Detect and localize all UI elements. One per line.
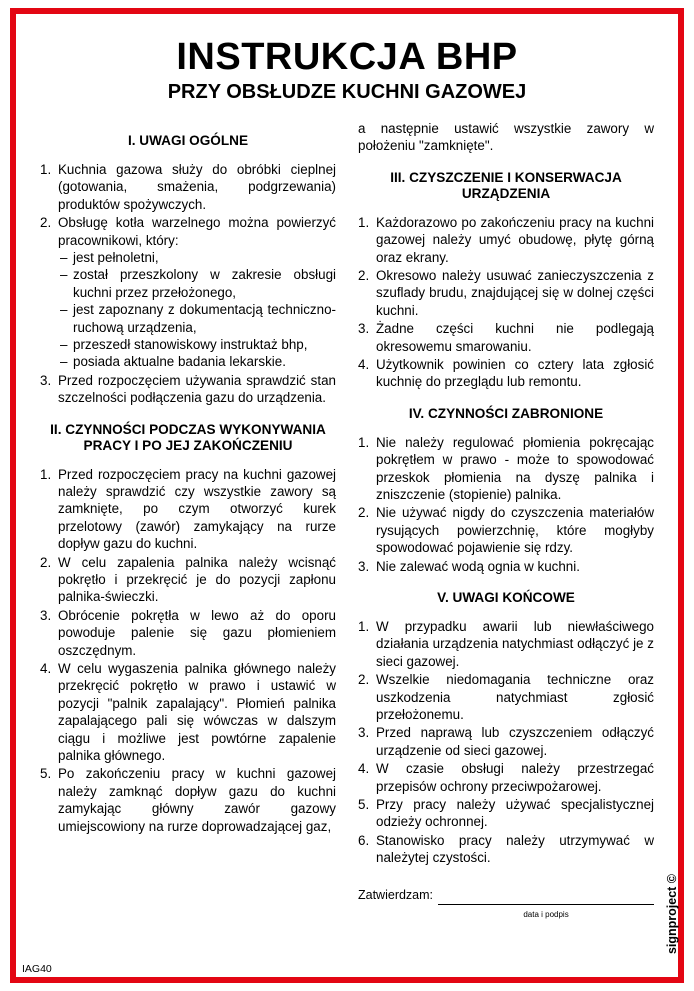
bullet-item: – posiada aktualne badania lekarskie. xyxy=(60,353,336,370)
list-item-text: Obsługę kotła warzelnego można powierzyć pracownikowi, który: xyxy=(58,215,336,248)
bullet-item: – jest pełnoletni, xyxy=(60,249,336,266)
bullet-item: – jest zapoznany z dokumentacją techniczno-ruchową urządzenia, xyxy=(60,301,336,336)
list-item xyxy=(358,267,654,319)
list-item xyxy=(40,466,336,553)
list-item-text: Przy pracy należy używać specjalistycznej odzieży ochronnej. xyxy=(376,797,654,830)
list-item xyxy=(40,214,336,371)
section-heading-2: II. CZYNNOŚCI PODCZAS WYKONYWANIA PRACY I PO JEJ ZAKOŃCZENIU xyxy=(50,421,326,453)
list-item-text: Nie używać nigdy do czyszczenia materiałów rysujących powierzchnię, które mogłyby spowodować pojawienie się rdzy. xyxy=(376,505,654,556)
list-item xyxy=(358,214,654,266)
list-item xyxy=(358,356,654,391)
list-item-text: Po zakończeniu pracy w kuchni gazowej należy zamknąć dopływ gazu do kuchni zamykając główny zawór gazowy umiejscowiony na rurze doprowadzającej gaz, xyxy=(58,766,336,834)
list-item-text: Stanowisko pracy należy utrzymywać w należytej czystości. xyxy=(376,832,654,866)
two-column-layout xyxy=(40,118,654,920)
section-heading-4: IV. CZYNNOŚCI ZABRONIONE xyxy=(408,405,604,421)
section-heading-1: I. UWAGI OGÓLNE xyxy=(127,132,249,148)
list-item-text: W celu zapalenia palnika należy wcisnąć pokrętło i przekręcić je do pozycji zapłonu palnika-świeczki. xyxy=(58,554,336,605)
section-heading-5: V. UWAGI KOŃCOWE xyxy=(437,590,575,606)
list-item-text: W czasie obsługi należy przestrzegać przepisów ochrony przeciwpożarowej. xyxy=(376,761,654,794)
brand-watermark: signproject © xyxy=(664,873,679,955)
list-item xyxy=(358,320,654,355)
bullet-item: – przeszedł stanowiskowy instruktaż bhp, xyxy=(60,336,336,353)
list-item xyxy=(358,671,654,723)
list-item xyxy=(358,504,654,556)
list-item-text: Obrócenie pokrętła w lewo aż do oporu powoduje palenie się gazu płomieniem oszczędnym. xyxy=(58,607,336,658)
list-item-text: W celu wygaszenia palnika głównego należy przekręcić pokrętło w prawo i ustawić w pozycji "palnik zapalający". Płomień palnika zapalającego pali się wówczas w dalszym ciągu i możliwe jest powtórne zapalenie palnika głównego. xyxy=(58,661,336,764)
list-item xyxy=(358,832,654,867)
list-item-text: Nie należy regulować płomienia pokręcając pokrętłem w prawo - może to spowodować przeskok płomienia na dyszę palnika i zniszczenie (stopienie) palnika. xyxy=(376,434,654,502)
section-4-list xyxy=(358,434,654,575)
list-item-text: Kuchnia gazowa służy do obróbki cieplnej (gotowania, smażenia, podgrzewania) produktów spożywczych. xyxy=(58,161,336,212)
section-2-list xyxy=(40,466,336,836)
list-item-text: W przypadku awarii lub niewłaściwego działania urządzenia natychmiast odłączyć je z sieci gazowej. xyxy=(376,619,654,669)
bullet-item: – został przeszkolony w zakresie obsługi kuchni przez przełożonego, xyxy=(60,266,336,301)
list-item xyxy=(358,796,654,831)
list-item-text: Okresowo należy usuwać zanieczyszczenia z szuflady brudu, znajdującej się w dolnej części kuchni. xyxy=(376,267,654,318)
approval-label: Zatwierdzam: xyxy=(358,887,434,902)
list-item xyxy=(358,558,654,575)
list-item-text: Przed rozpoczęciem pracy na kuchni gazowej należy sprawdzić czy wszystkie zawory są zamknięte, po czym otworzyć kurek przelotowy (zawór) zamykający na rurze dopływ gazu do kuchni. xyxy=(58,466,336,552)
section-3-list xyxy=(358,214,654,391)
page-title: INSTRUKCJA BHP xyxy=(176,36,518,78)
approval-block xyxy=(358,887,654,920)
list-item-text: Wszelkie niedomagania techniczne oraz uszkodzenia natychmiast zgłosić przełożonemu. xyxy=(376,672,654,723)
requirements-bullets xyxy=(60,249,336,371)
section-5-list xyxy=(358,618,654,867)
list-item-text: Żadne części kuchni nie podlegają okresowemu smarowaniu. xyxy=(376,321,654,354)
section-2-continuation: a następnie ustawić wszystkie zawory w położeniu "zamknięte". xyxy=(358,120,654,154)
approval-caption: data i podpis xyxy=(523,910,569,920)
left-column xyxy=(40,118,336,905)
list-item xyxy=(358,760,654,795)
signature-line xyxy=(438,891,654,920)
list-item-text: Nie zalewać wodą ognia w kuchni. xyxy=(376,558,580,574)
section-heading-3: III. CZYSZCZENIE I KONSERWACJA URZĄDZENIA xyxy=(390,169,622,201)
section-1-list xyxy=(40,161,336,407)
list-item xyxy=(40,765,336,835)
list-item xyxy=(40,554,336,606)
list-item-text: Przed naprawą lub czyszczeniem odłączyć urządzenie od sieci gazowej. xyxy=(376,725,654,758)
list-item xyxy=(40,161,336,213)
catalog-code: IAG40 xyxy=(22,963,52,975)
page-subtitle: PRZY OBSŁUDZE KUCHNI GAZOWEJ xyxy=(167,80,527,103)
list-item xyxy=(358,434,654,504)
list-item xyxy=(40,660,336,764)
list-item xyxy=(40,372,336,407)
list-item-text: Przed rozpoczęciem używania sprawdzić stan szczelności podłączenia gazu do urządzenia. xyxy=(58,372,336,406)
document-frame xyxy=(10,8,684,983)
list-item xyxy=(358,618,654,670)
right-column xyxy=(358,118,654,920)
list-item xyxy=(358,724,654,759)
list-item-text: Każdorazowo po zakończeniu pracy na kuchni gazowej należy umyć obudowę, płytę górną oraz ekrany. xyxy=(376,214,654,265)
list-item-text: Użytkownik powinien co cztery lata zgłosić kuchnię do przeglądu lub remontu. xyxy=(376,356,654,390)
list-item xyxy=(40,607,336,659)
